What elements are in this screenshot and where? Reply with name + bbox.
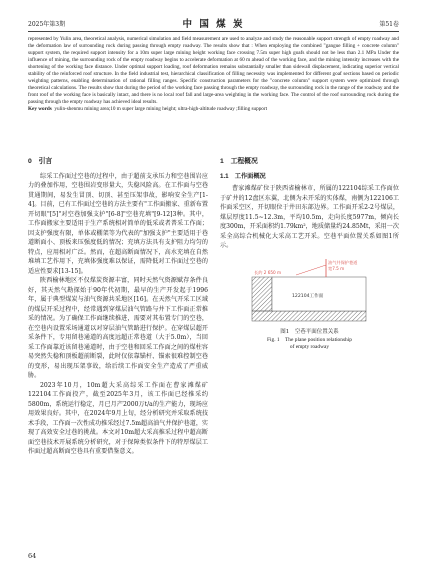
issue-label: 2025年第3期 xyxy=(28,21,66,28)
abstract-keywords xyxy=(28,106,399,113)
label-length: 长约 2 650 m xyxy=(254,269,282,275)
keywords-label: Key words xyxy=(28,106,52,113)
figure-caption-en-line2: of empty roadway xyxy=(289,343,330,350)
figure-caption-en-line1: Fig. 1 The plane position relationship xyxy=(267,336,352,343)
goaf-strip xyxy=(252,277,272,311)
page-number: 64 xyxy=(28,552,37,560)
abstract-text: represented by Yulin area, theoretical analysis, numerical simulation and field measurement are used to analyze and study the reasonable support strength of empty roadway and the deformation law of surrounding rock during passing through empty roadway. The results show that : When employing the combined "gangue filling + concrete column" support system, the required support intensity for a 10m super large mining height working face crossing 7.5m super high goafs should not be less than 2.1 MPa Under the influence of mining, the surrounding rock of the empty roadway begins to accelerate deformation at 60 m ahead of the working face, and the mining intensity increases with the shortening of the working face distance. Under optimal support loading, roof deformation remains substantially smaller than sidewall displacement, indicating superior vertical stability of the reinforced roof structure. In the field industrial test, hierarchical classification of filling necessity was implemented for different goaf sections based on periodic weighting patterns, enabling determination of rational filling ranges. Specific construction parameters for the "concrete column" support system were optimized through theoretical calculations. The results show that during the period of the working face passing through the empty roadway, the surrounding rock in the range of the roadway and the front roof of the working face is basically intact, and there is no local roof fall and large-area weighting in the working face. The control of the roof surrounding rock during the passing through the empty roadway has achieved ideal results. xyxy=(28,36,399,106)
keywords-text: yulin-shenmu mining area;10 m super large mining height; ultra-high-altitude roadway ;filling support xyxy=(54,106,268,113)
figure-1-diagram xyxy=(248,255,372,327)
intro-paragraph-2: 陕西榆林地区不仅煤炭资源丰富，同时天然气资源赋存条件良好，其天然气勘探始于90年代初期，最早的生产开发起于1996年，属于典型煤炭与油气资源共采地区[16]。在天然气开采工区域的煤层开采过程中，经常遇到穿煤层油气管路与井下工作面正常推采的情况。为了确保工作面继续推进，需要对其布置专门的空巷，在空巷内设置采场通道以对穿层油气管路进行保护。在穿煤层超开采条件下，专用留巷通道的高度远超正常巷道（大于5.0m），当回采工作面靠近该留巷通道时，由于空巷和回采工作面之间的煤柱容易突然失稳和顶板超前断裂，此时仅依靠锚杆、锚索很难控制空巷的变形，易出现压架事故，给后续工作面安全生产造成了严重威胁。 xyxy=(28,277,208,379)
label-span: 宽7.5 m xyxy=(328,265,345,271)
journal-title: 中 国 煤 炭 xyxy=(182,19,245,30)
overview-paragraph-1: 曹家滩煤矿位于陕西省榆林市，所属的122104综采工作面位于矿井的12盘区东翼，北侧为未开采的实体煤，南侧为122106工作面采空区，开切眼位于井田东部边界。工作面开采2-2号煤层，煤层厚度11.5~12.3m，平均10.5m，走向长度5977m，倾向长度300m，开采面积约1.79km²，地质储量约24.85Mt，采用一次采全高综合机械化大采高工艺开采。空巷平面位置关系如图1所示。 xyxy=(220,185,399,249)
section-heading-overview: 1 工程概况 xyxy=(220,158,258,165)
volume-label: 第51卷 xyxy=(379,21,399,28)
figure-caption-cn: 图1 空巷平面位置关系 xyxy=(280,328,339,335)
figure-caption-en xyxy=(220,337,399,351)
figure-1 xyxy=(220,255,399,363)
leader-line xyxy=(296,265,326,275)
english-abstract xyxy=(28,36,399,114)
right-column xyxy=(220,156,399,363)
header-divider xyxy=(28,31,399,32)
label-pipe-roadway: 油气井保护巷道 xyxy=(328,259,358,265)
intro-paragraph-3: 2023年10月，10m超大采高综采工作面在曹家滩煤矿122104工作面投产，截至2025年3月，该工作面已经推采约5800m，系统运行稳定，月已月产2000万t/a的生产能力，现场应用效果良好。其中，在2024年9月上旬，经分析研究并采取系统技术手段，工作面一次性成功推采经过7.5m超高油气井保护巷道，实现了高效安全过巷的挑战。本文对10m超大采高推采过程中超高断面空巷技术开展系统分析研究，对于保障类似条件下的特厚煤层工作面过超高断面空巷具有重要借鉴意义。 xyxy=(28,381,209,455)
label-working-face: 122104工作面 xyxy=(292,293,324,299)
running-header xyxy=(28,16,399,30)
section-heading-intro: 0 引言 xyxy=(28,158,53,165)
intro-paragraph-1: 综采工作面过空巷的过程中，由于超前支承压力和空巷围岩应力的叠加作用，空巷围岩变形量大，失稳风险高。在工作面与空巷贯通期间，易发生冒顶、切顶、甚至压架事故，影响安全生产[1-4]。目前，已有工作面过空巷的方法主要有"工作面搬家、重新布置开切眼"[5]"对空巷加强支护"[6-8]"空巷充填"[9-12]3种。其中，工作面搬家主要适用于生产系统相对简单的低采或者普采工作面；因支护强度有限，单体或棚架等为代表的"加强支护"主要适用于巷道断面小、顶板来压强度低的情况；充填方法具有支护阻力均匀的特点，应用相对广泛。然而，在超高断面情况下，高水充填在自然堆填工艺作用下，充填体强度难以保证，需降低对工作面过空巷的适应性要求[13-15]。 xyxy=(28,172,208,275)
left-column xyxy=(28,156,208,457)
subsection-heading-face: 1.1 工作面概况 xyxy=(220,172,266,180)
coal-strip xyxy=(252,311,366,321)
